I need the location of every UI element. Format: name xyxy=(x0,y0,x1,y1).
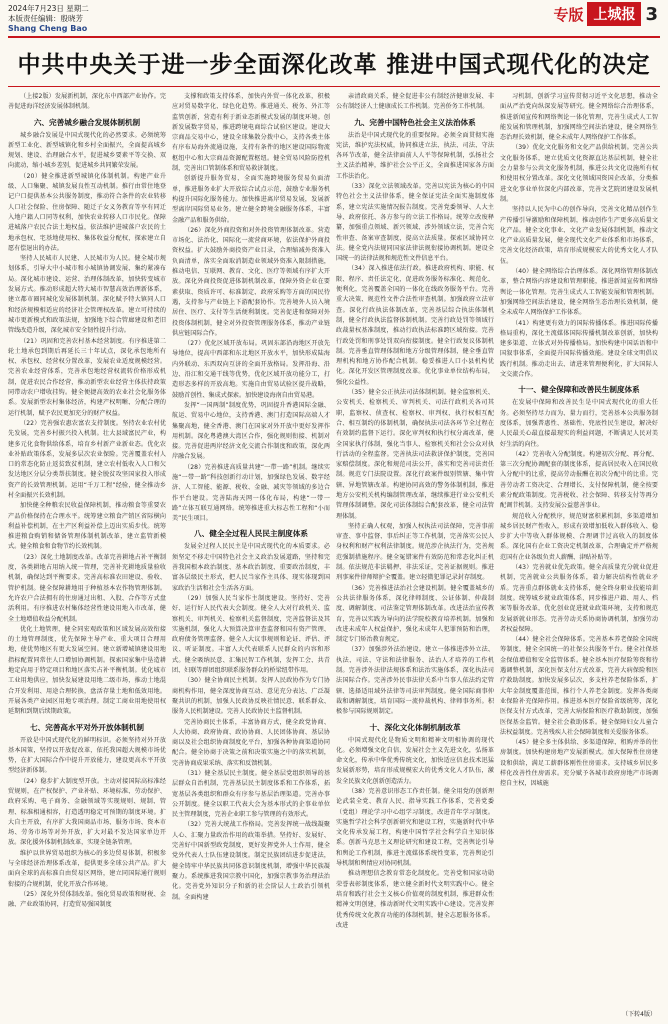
paragraph: （22）完善强农惠农富农支持制度。坚持农业农村优先发展，完善乡村振兴投入机制。壮大县域富民产业，构建多元化食物供给体系，培育乡村新产业新业态。优化农业补贴政策体系，发展多层次农业保险。完善覆盖农村人口的常态化防止返贫致贫机制，建立农村低收入人口和欠发达地区分层分类帮扶制度。健全脱贫攻坚国家投入形成资产的长效管理机制。运用“千万工程”经验，健全推动乡村全面振兴长效机制。 xyxy=(8,419,166,499)
paragraph: 中国式现代化是物质文明和精神文明相协调的现代化。必须增强文化自信，发展社会主义先进文化，弘扬革命文化，传承中华优秀传统文化，加快适应信息技术迅猛发展新形势，培育形成规模宏大的优秀文化人才队伍，激发全民族文化创新创造活力。 xyxy=(336,736,494,785)
paragraph: （43）完善就业优先政策。健全高质量充分就业促进机制，完善就业公共服务体系，着力解决结构性就业矛盾。完善重点群体就业支持体系，健全终身职业技能培训制度。统筹城乡就业政策体系，同步推进户籍、用人、档案等服务改革，优化创业促进就业政策环境，支持和规范发展新就业形态。完善劳动关系协商协调机制，加强劳动者权益保障。 xyxy=(500,564,658,633)
section-heading: 六、完善城乡融合发展体制机制 xyxy=(33,117,141,127)
paragraph: （29）加强人民当家作主制度建设。坚持好、完善好、运行好人民代表大会制度。健全人大对行政机关、监察机关、审判机关、检察机关监督制度，完善监督法及其实施机制，强化人大预算决算审查监督和国有资产管理、政府债务管理监督。健全人大议事规则和论证、评估、评议、听证制度。丰富人大代表联系人民群众的内容和形式。健全吸纳民意、汇集民智工作机制，发挥工会、共青团、妇联等群团组织联系服务群众的桥梁纽带作用。 xyxy=(172,594,330,675)
paragraph: （35）健全公正执法司法体制机制。健全监察机关、公安机关、检察机关、审判机关、司法行政机关各司其职，监察权、侦查权、检察权、审判权、执行权相互配合、相互制约的体制机制，确保执法司法各环节全过程在有效制约监督下运行。深化审判权和执行权分离改革，健全国家执行体制，强化当事人、检察机关和社会公众对执行活动的全程监督。完善执法司法救济保护制度，完善国家赔偿制度。深化和规范司法公开，落实和完善司法责任制。规范专门法院设置。深化行政案件级别管辖、集中管辖、异地管辖改革。构建协同高效的警务体制机制，推进地方公安机关机构编制管理改革，继续推进行业公安机关管理体制调整。深化司法体制综合配套改革，健全司法管理体制。 xyxy=(336,389,494,520)
paragraph: 加快健全种粮农民收益保障机制，推动粮食等重要农产品价格保持在合理水平。统筹建立粮食产销区省际横向利益补偿机制，在主产区利益补偿上迈出实质步伐。统筹推进粮食购销和储备管理体制机制改革，建立监管新模式。健全粮食和食物节约长效机制。 xyxy=(8,502,166,551)
paragraph: 坚持人民城市人民建、人民城市为人民。健全城市规划体系，引导大中小城市和小城镇协调发展、集约紧凑布局。深化城市建设、运营、治理体制改革，加快转变城市发展方式。推动形成超大特大城市智慧高效治理新体系，建立都市圈同城化发展体制机制。深化赋予特大镇同人口和经济规模相适应的经济社会管理权改革。建立可持续的城市更新模式和政策法规，加强地下综合管廊建设和老旧管线改造升级，深化城市安全韧性提升行动。 xyxy=(8,255,166,335)
paragraph: 亲清政商关系，健全促进非公有制经济健康发展、非公有制经济人士健康成长工作机制。完善侨务工作机制。 xyxy=(336,93,494,111)
paragraph: （上接2版）发展新机制，深化东中西部产业协作。完善促进海洋经济发展体制机制。 xyxy=(8,93,166,111)
date-line: 2024年7月23日 星期二 xyxy=(8,4,89,13)
column-name: 专版 xyxy=(553,5,584,24)
paragraph: 发挥“一国两制”制度优势，巩固提升香港国际金融、航运、贸易中心地位，支持香港、澳门打造国际高端人才集聚高地，健全香港、澳门在国家对外开放中更好发挥作用机制。深化粤港澳大湾区合作，强化规则衔接、机制对接。完善促进两岸经济文化交流合作制度和政策，深化两岸融合发展。 xyxy=(172,401,330,461)
paragraph: （39）优化文化服务和文化产品供给机制。完善公共文化服务体系，建立优质文化资源直达基层机制，健全社会力量参与公共文化服务机制，推进公共文化设施所有权和使用权分置改革。深化文化领域国资国企改革，分类推进文化事业单位深化内部改革，完善文艺院团建设发展机制。 xyxy=(500,144,658,203)
section-heading: 十、深化文化体制机制改革 xyxy=(369,722,461,732)
paragraph: （27）优化区域开放布局。巩固东部沿海地区开放先导地位，提高中西部和东北地区开放水平，加快形成陆海内外联动、东西双向互济的全面开放格局。发挥沿海、沿边、沿江和交通干线等优势，优化区域开放功能分工，打造形态多样的开放高地。实施自由贸易试验区提升战略，鼓励首创性、集成式探索。加快建设海南自由贸易港。 xyxy=(172,340,330,399)
paragraph: （45）健全多主体供给、多渠道保障、租购并举的住房制度。加快构建房地产发展新模式。加大保障性住房建设和供给，满足工薪群体刚性住房需求。支持城乡居民多样化改善性住房需求。充分赋予各城市政府房地产市场调控自主权，因城施 xyxy=(500,739,658,788)
paragraph: （21）巩固和完善农村基本经营制度。有序推进第二轮土地承包到期后再延长三十年试点，深化承包地所有权、承包权、经营权分置改革，发展农业适度规模经营。完善农业经营体系，完善承包地经营权流转价格形成机制，促进农民合作经营，推动新型农业经营主体扶持政策同带动农户增收挂钩。健全便捷高效的农业社会化服务体系。发展新型农村集体经济，构建产权明晰、分配合理的运行机制，赋予农民更加充分的财产权益。 xyxy=(8,337,166,417)
paragraph: （24）稳步扩大制度型开放。主动对接国际高标准经贸规则，在产权保护、产业补贴、环境标准、劳动保护、政府采购、电子商务、金融领域等实现规则、规制、管理、标准相通相容，打造透明稳定可预期的制度环境。扩大自主开放，有序扩大我国商品市场、服务市场、资本市场、劳务市场等对外开放，扩大对最不发达国家单边开放。深化援外体制机制改革，实现全链条管理。 xyxy=(8,777,166,847)
paragraph: （41）构建更有效力的国际传播体系。推进国际传播格局重构，深化主流媒体国际传播机制改革创新，加快构建多渠道、立体式对外传播格局。加快构建中国话语和中国叙事体系，全面提升国际传播效能。建设全球文明倡议践行机制。推动走出去、请进来管理便利化，扩大国际人文交流合作。 xyxy=(500,319,658,379)
paragraph: （33）深化立法领域改革。完善以宪法为核心的中国特色社会主义法律体系，健全保证宪法全面实施制度体系，建立宪法实施情况报告制度。完善党委领导、人大主导、政府依托、各方参与的立法工作格局。统筹立改废释纂，加强重点领域、新兴领域、涉外领域立法，完善合宪性审查、备案审查制度，提高立法质量。探索区域协同立法。健全党内法规同国家法律法规衔接协调机制。建设全国统一的法律法规和规范性文件信息平台。 xyxy=(336,183,494,263)
article-columns xyxy=(8,92,660,1012)
article-column-2 xyxy=(172,92,330,1012)
page-headline: 中共中央关于进一步全面深化改革 推进中国式现代化的决定 xyxy=(17,51,651,78)
paragraph: 坚持正确人权观，加强人权执法司法保障，完善事前审查、事中监督、事后纠正等工作机制，完善落实公民人身权利和财产权利法律制度。规范涉企执法行为，完善规范强制措施程序。健全冤错案件有效防范和常态化纠正机制。依法规范非法羁押、非法采证，完善证据规则。推进刑事案件律师辩护全覆盖。建立轻微犯罪记录封存制度。 xyxy=(336,522,494,582)
paragraph: 习机制，创新学习宣传贯彻习近平文化思想，推动全面从严治党向纵深发展等研究。健全网络综合治理体系，推进新闻宣传和网络舆论一体化管理，完善生成式人工智能发展和管理机制，加强网络空间法治建设，健全网络生态治理长效机制，健全未成年人网络保护工作体系。 xyxy=(500,93,658,142)
paragraph: 城乡融合发展是中国式现代化的必然要求。必须统筹新型工业化、新型城镇化和乡村全面振兴，全面提高城乡规划、建设、治理融合水平，促进城乡要素平等交换、双向流动，缩小城乡差别，促进城乡共同繁荣发展。 xyxy=(8,131,166,170)
paragraph: 支撑和政策支持体系，加快内外贸一体化改革，积极应对贸易数字化、绿色化趋势。推进通关、税务、外汇等监管创新，营造有利于新业态新模式发展的制度环境。创新发展数字贸易，推进跨境电商综合试验区建设。建设大宗商品交易中心，建设全球集散分拨中心，支持各类主体有序布局海外流通设施，支持有条件的地区建设国际物流枢纽中心和大宗商品资源配置枢纽。健全贸易风险防控机制，完善出口管制体系和贸易救济制度。 xyxy=(172,93,330,173)
paragraph: （40）健全网络综合治理体系。深化网络管理体制改革，整合网络内容建设和管理职能，推进新闻宣传和网络舆论一体化管理。完善生成式人工智能发展和管理机制。加强网络空间法治建设，健全网络生态治理长效机制，健全未成年人网络保护工作体系。 xyxy=(500,268,658,317)
paragraph: 维护以世界贸易组织为核心的多边贸易体制，积极参与全球经济治理体系改革，提供更多全球公共产品。扩大面向全球的高标准自由贸易区网络，建立同国际通行规则衔接的合规机制，优化开放合作环境。 xyxy=(8,849,166,888)
paragraph: 开放是中国式现代化的鲜明标识。必须坚持对外开放基本国策，坚持以开放促改革，依托我国超大规模市场优势，在扩大国际合作中提升开放能力，建设更高水平开放型经济新体制。 xyxy=(8,736,166,775)
masthead xyxy=(0,0,668,40)
paragraph: （36）完善推进法治社会建设机制。健全覆盖城乡的公共法律服务体系，深化律师制度、公证体制、仲裁制度、调解制度、司法鉴定管理体制改革。改进法治宣传教育，完善以实践为导向的法学院校教育培养机制。加强和改进未成年人权益保护，强化未成年人犯罪预防和治理，制定专门矫治教育规定。 xyxy=(336,584,494,644)
masthead-info xyxy=(8,4,89,34)
masthead-rule xyxy=(8,36,660,38)
paragraph: 发展全过程人民民主是中国式现代化的本质要求。必须坚定不移走中国特色社会主义政治发展道路，坚持和完善我国根本政治制度、基本政治制度、重要政治制度，丰富各层级民主形式，把人民当家作主具体、现实体现到国家政治生活和社会生活各方面。 xyxy=(172,543,330,592)
paragraph: （25）深化外贸体制改革。强化贸易政策和财税、金融、产业政策协同，打造贸易强国制度 xyxy=(8,890,166,909)
paragraph: 坚持以人民为中心的创作导向，完善文化精品创作生产传播引导激励和保障机制，推动创作生产更多高质量文化产品。健全文化事业、文化产业发展体制机制，推动文化产业高质量发展，健全现代文化产业体系和市场体系，完善文化经济政策，培育形成规模宏大的优秀文化人才队伍。 xyxy=(500,206,658,265)
brand-english: Shang Cheng Bao xyxy=(8,24,88,33)
paragraph: （32）完善大统战工作格局。完善发挥统一战线凝聚人心、汇聚力量政治作用的政策举措。坚持好、发展好、完善好中国新型政党制度，更好发挥党外人士作用，健全党外代表人士队伍建设制度。制定民族团结进步促进法，健全铸牢中华民族共同体意识制度机制，增强中华民族凝聚力。系统推进我国宗教中国化，加强宗教事务治理法治化。完善党外知识分子和新的社会阶层人士政治引领机制。全面构建 xyxy=(172,821,330,901)
paragraph: 在发展中保障和改善民生是中国式现代化的重大任务。必须坚持尽力而为、量力而行，完善基本公共服务制度体系，加强普惠性、基础性、兜底性民生建设，解决好人民最关心最直接最现实的利益问题，不断满足人民对美好生活的向往。 xyxy=(500,399,658,448)
paragraph: （31）健全基层民主制度。健全基层党组织领导的基层群众自治机制，完善基层民主制度体系和工作体系，拓宽基层各类组织和群众有序参与基层治理渠道。完善办事公开制度。健全以职工代表大会为基本形式的企事业单位民主管理制度，完善企业职工参与管理的有效形式。 xyxy=(172,770,330,819)
section-heading: 八、健全全过程人民民主制度体系 xyxy=(194,529,308,539)
masthead-right xyxy=(553,2,658,26)
article-column-4 xyxy=(500,92,658,1012)
article-column-3 xyxy=(336,92,494,1012)
section-heading: 九、完善中国特色社会主义法治体系 xyxy=(354,117,476,127)
section-heading: 十一、健全保障和改善民生制度体系 xyxy=(518,385,640,395)
paragraph: （26）深化外商投资和对外投资管理体制改革。营造市场化、法治化、国际化一流营商环境，依法保护外商投资权益。扩大鼓励外商投资产业目录，合理缩减外资准入负面清单，落实全面取消制造业领域外资准入限制措施，推动电信、互联网、教育、文化、医疗等领域有序扩大开放。深化外商投资促进体制机制改革，保障外资企业在要素获取、资质许可、标准制定、政府采购等方面的国民待遇，支持参与产业链上下游配套协作。完善境外人员入境居住、医疗、支付等生活便利制度。完善促进和保障对外投资体制机制，健全对外投资管理服务体系，推动产业链供应链国际合作。 xyxy=(172,226,330,337)
paragraph: （20）健全推进新型城镇化体制机制。构建产业升级、人口集聚、城镇发展良性互动机制。推行由常住地登记户口提供基本公共服务制度，推动符合条件的农业转移人口社会保险、住房保障、随迁子女义务教育等享有同迁入地户籍人口同等权利，加快农业转移人口市民化。保障进城落户农民合法土地权益，依法维护进城落户农民的土地承包权、宅基地使用权、集体收益分配权，探索建立自愿有偿退出的办法。 xyxy=(8,172,166,252)
paragraph: 优化土地管理，健全同宏观政策和区域发展高效衔接的土地管理制度，优先保障主导产业、重大项目合理用地，使优势地区有更大发展空间。建立新增城镇建设用地指标配置同常住人口增加协调机制。探索国家集中垦造耕地定向用于特定项目和地区落实占补平衡机制。优化城市工业用地供应，加快发展建设用地二级市场，推动土地混合开发利用、用途合理转换，盘活存量土地和低效用地。开展各类产业园区用地专项治理。制定工商业用地使用权延期和到期后续期政策。 xyxy=(8,625,166,716)
paper-logo: 上城报 xyxy=(587,2,641,26)
paragraph: （37）加强涉外法治建设。建立一体推进涉外立法、执法、司法、守法和法律服务、法治人才培养的工作机制。完善涉外法律法规体系和法治实施体系，深化执法司法国际合作。完善涉外民事法律关系中当事人依法约定管辖、选择适用域外法律等司法审判制度。健全国际商事仲裁和调解制度，培育国际一流仲裁机构、律师事务所。积极参与国际规则制定。 xyxy=(336,646,494,716)
page-number: 3 xyxy=(645,3,658,25)
paragraph: 完善协商民主体系，丰富协商方式，健全政党协商、人大协商、政府协商、政协协商、人民团体协商、基层协商以及社会组织协商制度化平台，加强各种协商渠道协同配合。健全协商于决策之前和决策实施之中的落实机制，完善协商成果采纳、落实和反馈机制。 xyxy=(172,718,330,767)
article-column-1 xyxy=(8,92,166,1012)
paragraph: （28）完善推进高质量共建“一带一路”机制。继续实施“一带一路”科技创新行动计划，加强绿色发展、数字经济、人工智能、能源、税收、金融、减灾等领域的多边合作平台建设。完善陆海天网一体化布局，构建“一带一路”立体互联互通网络。统筹推进重大标志性工程和“小而美”民生项目。 xyxy=(172,463,330,523)
paragraph: （42）完善收入分配制度。构建初次分配、再分配、第三次分配协调配套的制度体系，提高居民收入在国民收入分配中的比重，提高劳动报酬在初次分配中的比重。完善劳动者工资决定、合理增长、支付保障机制，健全按要素分配政策制度。完善税收、社会保障、转移支付等再分配调节机制。支持发展公益慈善事业。 xyxy=(500,450,658,510)
paragraph: 规范收入分配秩序，规范财富积累机制，多渠道增加城乡居民财产性收入，形成有效增加低收入群体收入、稳步扩大中等收入群体规模、合理调节过高收入的制度体系。深化国有企业工资决定机制改革，合理确定并严格规范国有企业各级负责人薪酬、津贴补贴等。 xyxy=(500,512,658,561)
continued-note: （下转4版） xyxy=(622,1011,656,1018)
editor-line: 本版责任编辑：殷晓芳 xyxy=(8,14,83,23)
headline-rule xyxy=(8,86,660,87)
paragraph: 创新提升服务贸易，全面实施跨境服务贸易负面清单，推进服务业扩大开放综合试点示范，鼓励专业服务机构提升国际化服务能力。加快推进离岸贸易发展，发展新型离岸国际贸易业务。建立健全跨境金融服务体系，丰富金融产品和服务供给。 xyxy=(172,175,330,224)
paragraph: （38）完善意识形态工作责任制。健全用党的创新理论武装全党、教育人民、指导实践工作体系，完善党委（党组）理论学习中心组学习制度，改进青年学习制度。实施哲学社会科学创新研究和建设工程，实施新时代中华文化传承发展工程，构建中国哲学社会科学自主知识体系。创新马克思主义理论研究和建设工程，完善舆论引导和舆论工作机制，推进主流媒体系统性变革，完善舆论引导机制和舆情应对协同机制。 xyxy=(336,788,494,868)
paragraph: 法治是中国式现代化的重要保障。必须全面贯彻实施宪法，维护宪法权威，协同推进立法、执法、司法、守法各环节改革，健全法律面前人人平等保障机制，弘扬社会主义法治精神，维护社会公平正义，全面推进国家各方面工作法治化。 xyxy=(336,131,494,180)
paragraph: 推动理想信念教育常态化制度化。完善党和国家功勋荣誉表彰制度体系，建立健全新时代文明实践中心。健全培育和践行社会主义核心价值观的制度机制，推进群众性精神文明创建，推动新时代文明实践中心建设。完善发挥优秀传统文化教育功能的体制机制，健全志愿服务体系。改进 xyxy=(336,870,494,929)
paragraph: （44）健全社会保障体系。完善基本养老保险全国统筹制度，健全全国统一的社保公共服务平台。健全社保基金保值增值和安全监管体系。健全基本医疗保险筹资和待遇调整机制，深化医保支付方式改革，完善大病保险和医疗救助制度。加快发展多层次、多支柱养老保险体系，扩大年金制度覆盖范围，推行个人养老金制度。发挥各类商业保险补充保障作用。推进基本医疗保险省级统筹，深化医保支付方式改革，完善大病保险和医疗救助制度，加强医保基金监管。健全社会救助体系。健全保障妇女儿童合法权益制度。完善残疾人社会保障制度和关爱服务体系。 xyxy=(500,636,658,736)
paragraph: （30）健全协商民主机制。发挥人民政协作为专门协商机构作用，健全深度协商互动、意见充分表达、广泛凝聚共识的机制，加强人民政协反映社情民意、联系群众、服务人民机制建设。完善人民政协民主监督机制。 xyxy=(172,677,330,716)
section-heading: 七、完善高水平对外开放体制机制 xyxy=(30,722,144,732)
paragraph: （34）深入推进依法行政。推进政府机构、职能、权限、程序、责任法定化，促进政务服务标准化、规范化、便利化，完善覆盖全国的一体化在线政务服务平台。完善重大决策、规范性文件合法性审查机制。加强政府立法审查。深化行政执法体制改革，完善基层综合执法体制机制，健全行政执法监督体制机制。完善行政处罚等领域行政裁量权基准制度，推动行政执法标准跨区域衔接。完善行政处罚和刑事处罚双向衔接制度。健全行政复议体制机制。完善垂直管理体制和地方分级管理体制，健全垂直管理机构和地方协作配合机制。稳妥推进人口小县机构优化。深化开发区管理制度改革。优化事业单位结构布局，强化公益性。 xyxy=(336,265,494,386)
paragraph: （23）深化土地制度改革。改革完善耕地占补平衡制度，各类耕地占用纳入统一管理，完善补充耕地质量验收机制，确保达到平衡要求。完善高标准农田建设、验收、管护机制。健全保障耕地用于种植基本农作物管理体制。允许农户合法拥有的住房通过出租、入股、合作等方式盘活利用。有序推进农村集体经营性建设用地入市改革，健全土地增值收益分配机制。 xyxy=(8,553,166,623)
